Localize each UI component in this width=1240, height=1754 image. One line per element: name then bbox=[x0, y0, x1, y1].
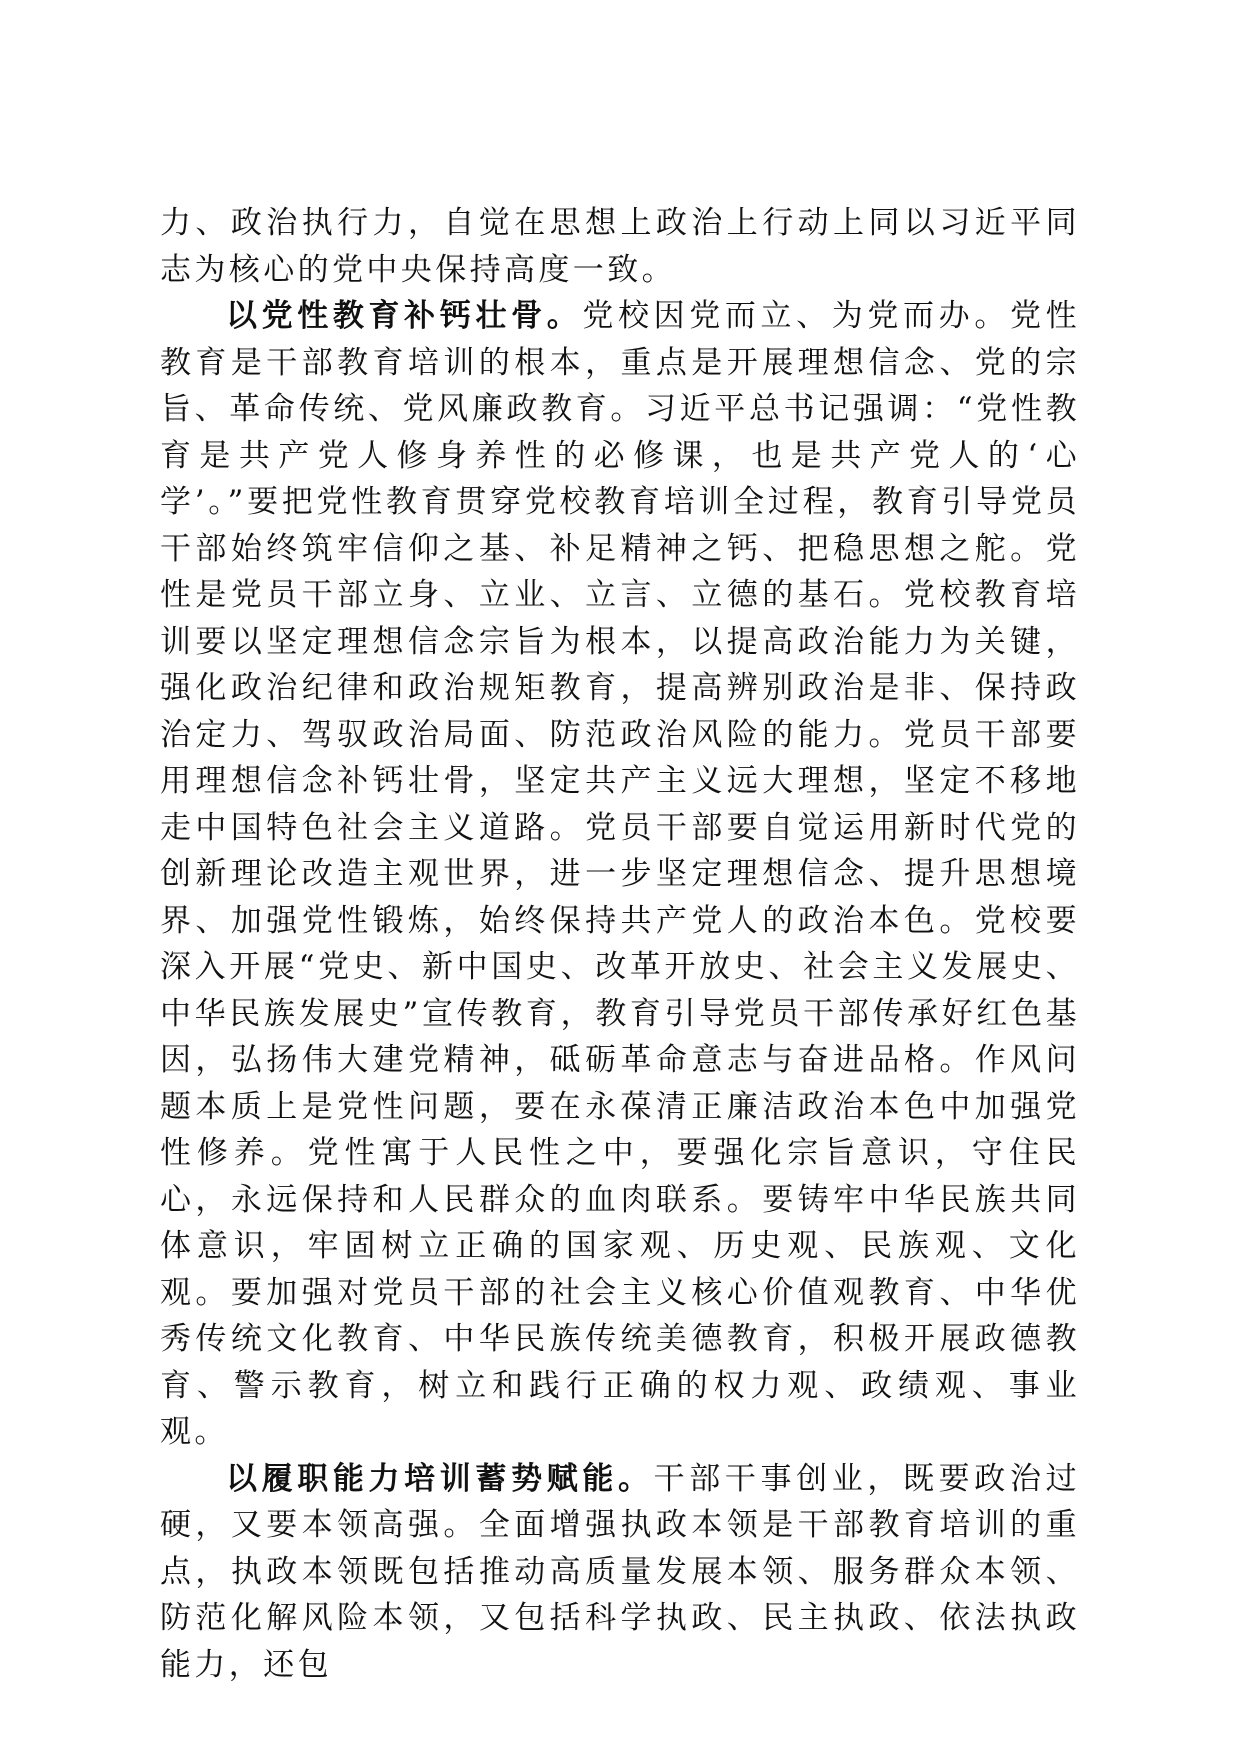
paragraph-capability-training bbox=[160, 1456, 1080, 1689]
paragraph-heading: 以履职能力培训蓄势赋能。 bbox=[226, 1460, 654, 1497]
paragraph-body: 力、政治执行力，自觉在思想上政治上行动上同以习近平同志为核心的党中央保持高度一致。 bbox=[160, 205, 1080, 288]
document-page bbox=[160, 200, 1080, 1700]
paragraph-body: 党校因党而立、为党而办。党性教育是干部教育培训的根本，重点是开展理想信念、党的宗旨、革命传统、党风廉政教育。习近平总书记强调：“党性教育是共产党人修身养性的必修课，也是共产党人的‘心学’。”要把党性教育贯穿党校教育培训全过程，教育引导党员干部始终筑牢信仰之基、补足精神之钙、把稳思想之舵。党性是党员干部立身、立业、立言、立德的基石。党校教育培训要以坚定理想信念宗旨为根本，以提高政治能力为关键，强化政治纪律和政治规矩教育，提高辨别政治是非、保持政治定力、驾驭政治局面、防范政治风险的能力。党员干部要用理想信念补钙壮骨，坚定共产主义远大理想，坚定不移地走中国特色社会主义道路。党员干部要自觉运用新时代党的创新理论改造主观世界，进一步坚定理想信念、提升思想境界、加强党性锻炼，始终保持共产党人的政治本色。党校要深入开展“党史、新中国史、改革开放史、社会主义发展史、中华民族发展史”宣传教育，教育引导党员干部传承好红色基因，弘扬伟大建党精神，砥砺革命意志与奋进品格。作风问题本质上是党性问题，要在永葆清正廉洁政治本色中加强党性修养。党性寓于人民性之中，要强化宗旨意识，守住民心，永远保持和人民群众的血肉联系。要铸牢中华民族共同体意识，牢固树立正确的国家观、历史观、民族观、文化观。要加强对党员干部的社会主义核心价值观教育、中华优秀传统文化教育、中华民族传统美德教育，积极开展政德教育、警示教育，树立和践行正确的权力观、政绩观、事业观。 bbox=[160, 298, 1080, 1450]
paragraph-party-spirit-education bbox=[160, 293, 1080, 1456]
paragraph-continuation bbox=[160, 200, 1080, 293]
paragraph-heading: 以党性教育补钙壮骨。 bbox=[226, 298, 583, 334]
paragraph-body: 干部干事创业，既要政治过硬，又要本领高强。全面增强执政本领是干部教育培训的重点，执政本领既包括推动高质量发展本领、服务群众本领、防范化解风险本领，又包括科学执政、民主执政、依法执政能力，还包 bbox=[160, 1460, 1080, 1683]
